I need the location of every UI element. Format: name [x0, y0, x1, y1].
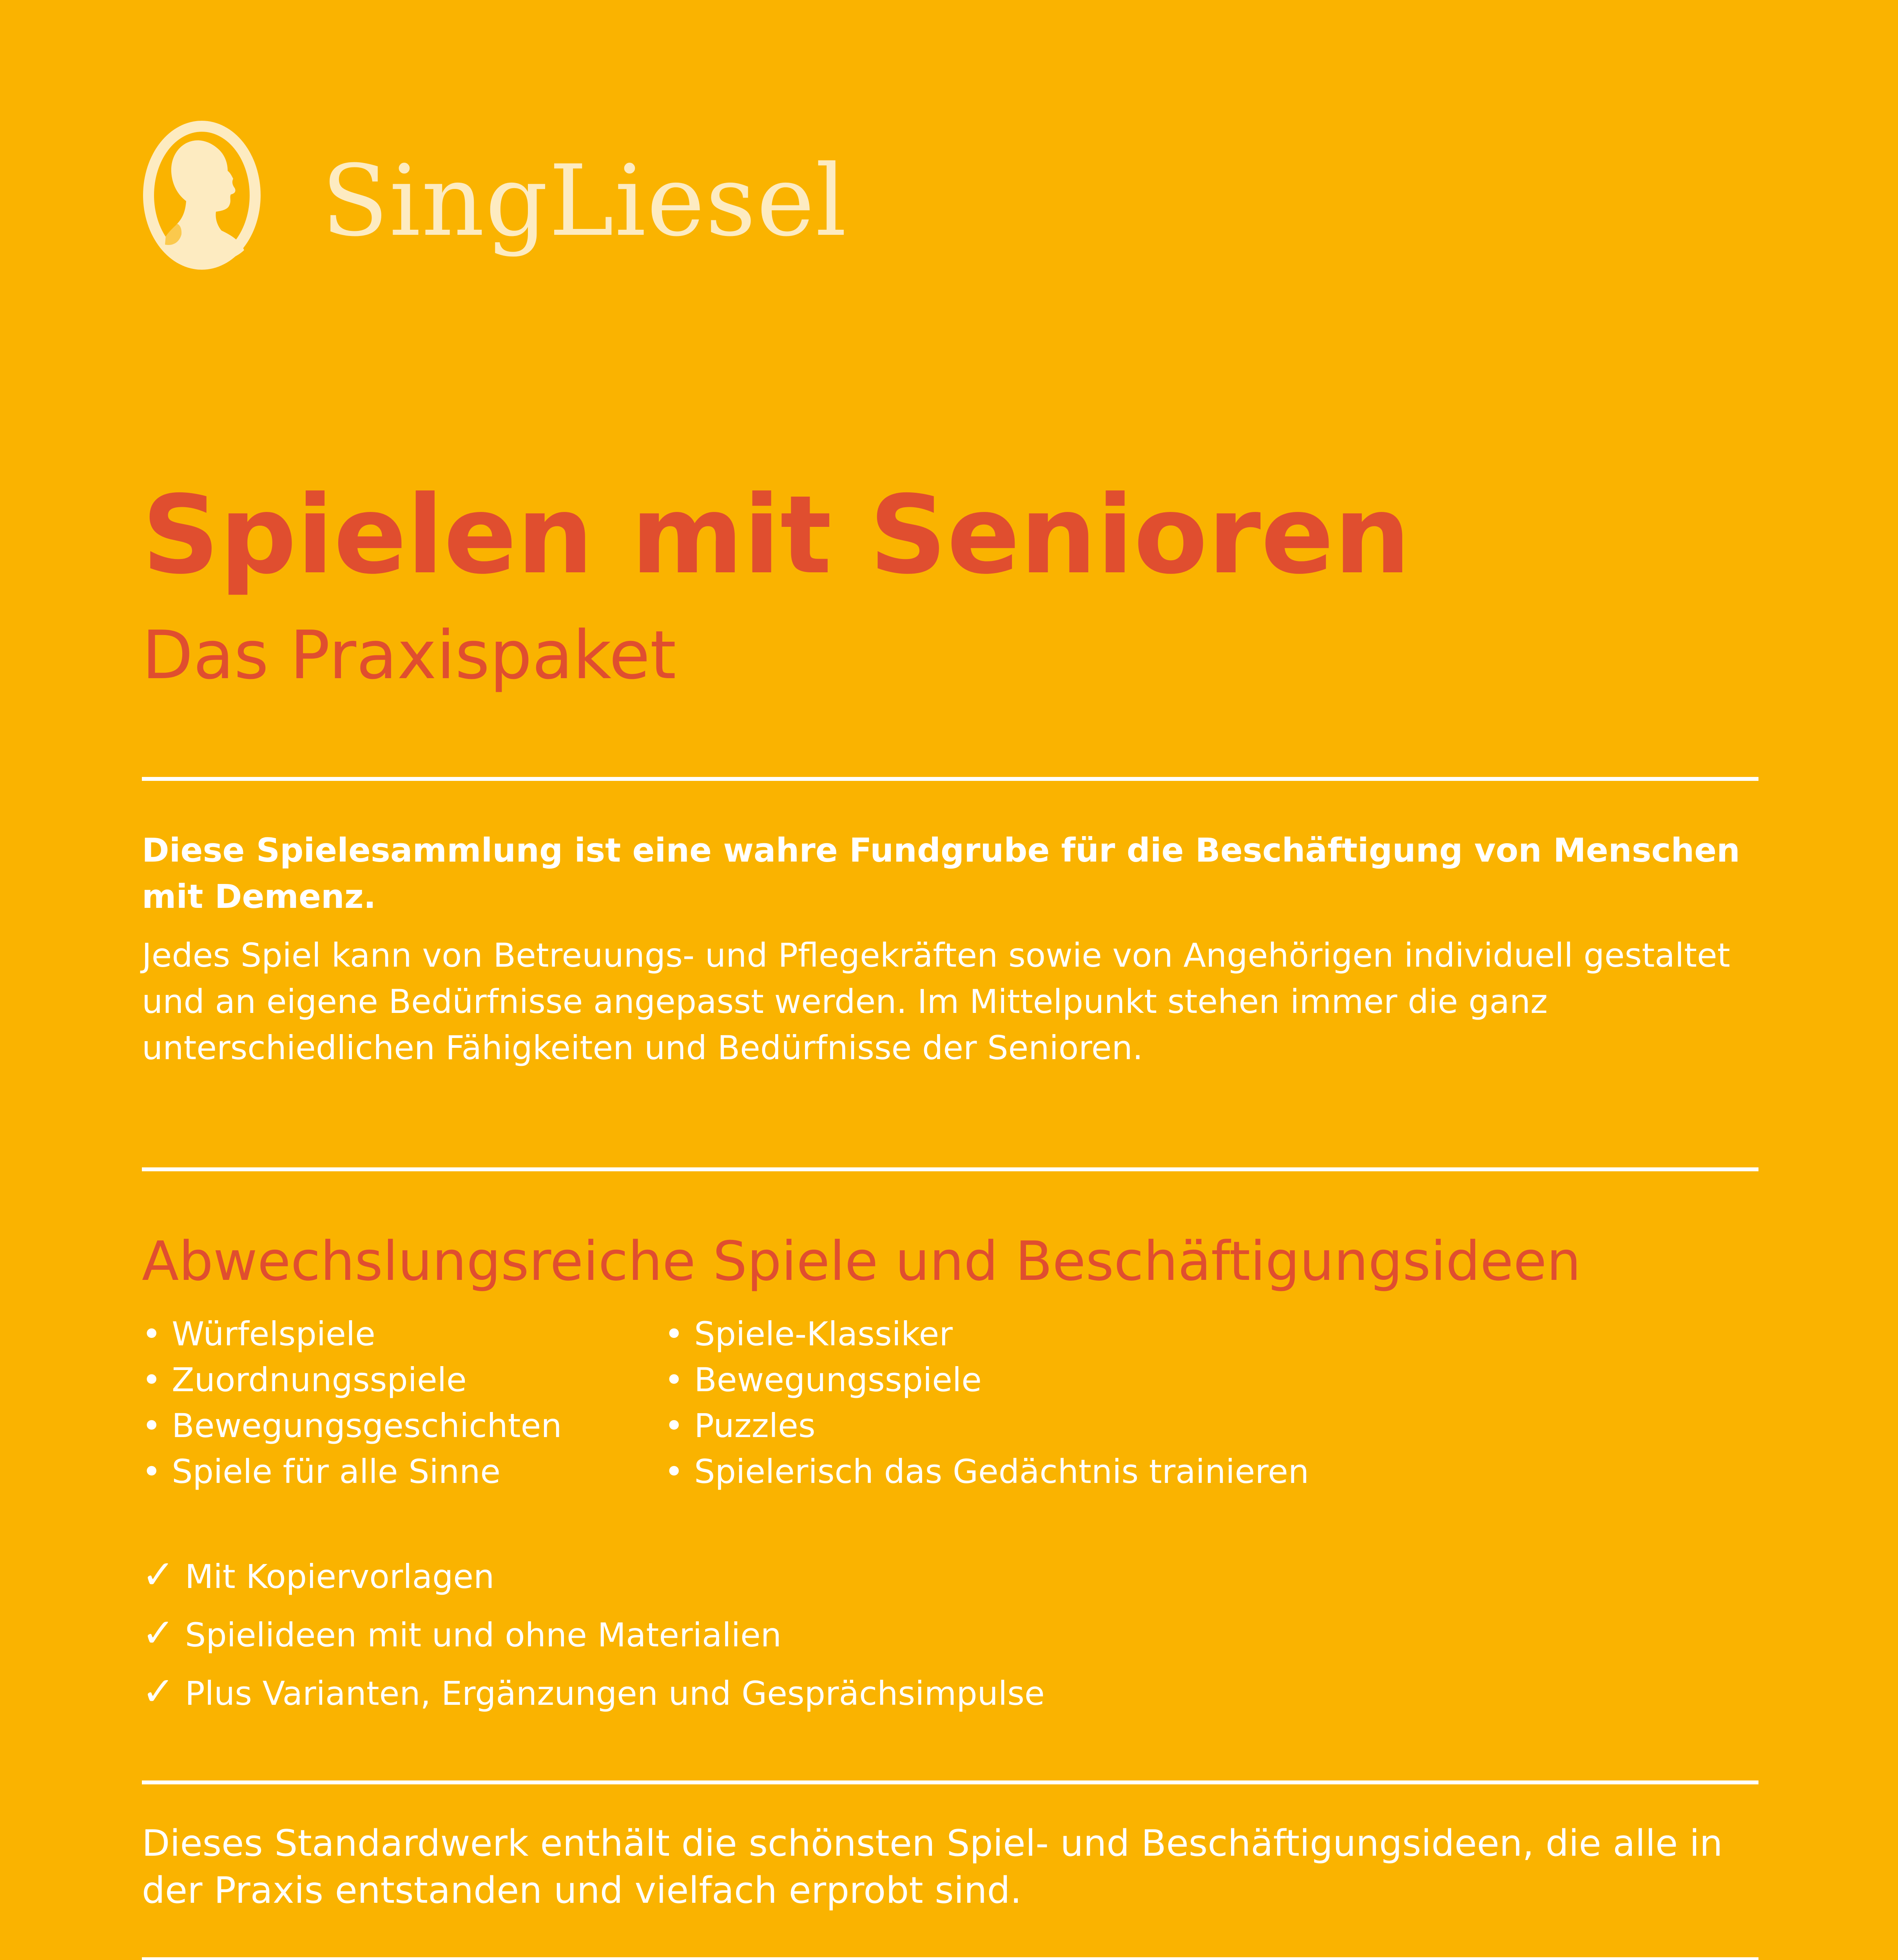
list-item: • Bewegungsgeschichten [142, 1406, 562, 1445]
games-list-left [142, 1311, 562, 1495]
intro-lead: Diese Spielesammlung ist eine wahre Fundgrube für die Beschäftigung von Menschen mit Demenz. [142, 831, 1740, 916]
list-item: • Bewegungsspiele [664, 1361, 982, 1399]
list-item: • Spielerisch das Gedächtnis trainieren [664, 1452, 1309, 1491]
feature-item [142, 1546, 1045, 1605]
list-item: • Spiele-Klassiker [664, 1315, 953, 1353]
checkmark-icon: ✓ [142, 1610, 175, 1656]
divider [142, 1957, 1758, 1960]
page-title: Spielen mit Senioren [142, 472, 1411, 598]
brand-wordmark: SingLiesel [321, 144, 848, 258]
closing-text: Dieses Standardwerk enthält die schönsten Spiel- und Beschäftigungsideen, die alle in der Praxis entstanden und vielfach erprobt sind. [142, 1822, 1723, 1911]
divider [142, 1780, 1758, 1784]
divider [142, 777, 1758, 781]
feature-label: Mit Kopiervorlagen [185, 1557, 495, 1596]
singliesel-logo [139, 117, 848, 274]
feature-item [142, 1663, 1045, 1722]
feature-label: Spielideen mit und ohne Materialien [185, 1616, 782, 1654]
games-list-right [664, 1311, 1309, 1495]
list-item: • Würfelspiele [142, 1315, 375, 1353]
list-item: • Puzzles [664, 1406, 816, 1445]
list-item: • Spiele für alle Sinne [142, 1452, 501, 1491]
intro-body: Jedes Spiel kann von Betreuungs- und Pflegekräften sowie von Angehörigen individuell gestaltet und an eigene Bedürfnisse angepasst werden. Im Mittelpunkt stehen immer die ganz unterschiedlichen Fähigkeiten und Bedürfnisse der Senioren. [142, 936, 1730, 1067]
feature-label: Plus Varianten, Ergänzungen und Gesprächsimpulse [185, 1674, 1045, 1713]
page-subtitle: Das Praxispaket [142, 617, 676, 694]
list-item: • Zuordnungsspiele [142, 1361, 467, 1399]
feature-item [142, 1605, 1045, 1663]
divider [142, 1167, 1758, 1171]
cameo-silhouette-icon [139, 117, 268, 274]
features-list [142, 1546, 1045, 1722]
checkmark-icon: ✓ [142, 1668, 175, 1714]
section-heading: Abwechslungsreiche Spiele und Beschäftigungsideen [142, 1230, 1581, 1293]
checkmark-icon: ✓ [142, 1552, 175, 1597]
